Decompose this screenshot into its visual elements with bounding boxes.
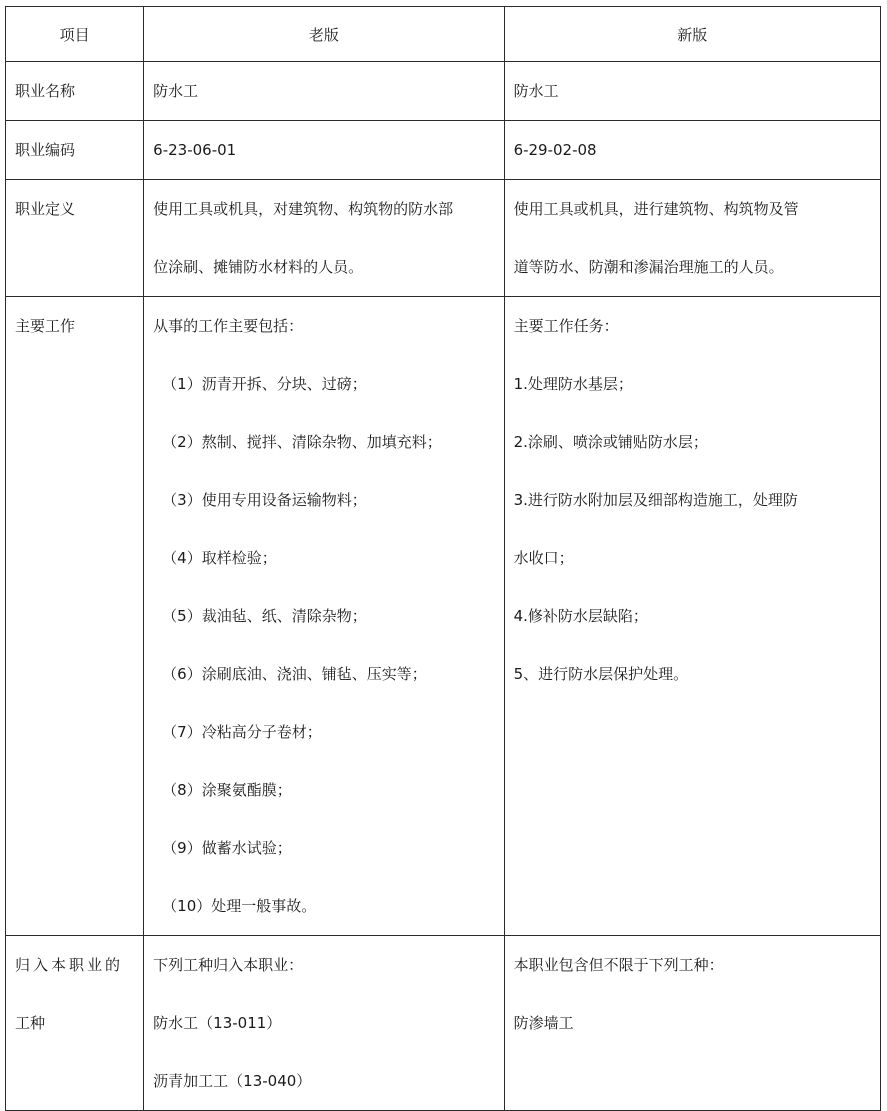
old-value: 防水工 (153, 82, 199, 100)
new-list-item: 水收口； (513, 549, 574, 567)
table-row-occupation-definition (6, 180, 881, 297)
old-line: 使用工具或机具，对建筑物、构筑物的防水部 (153, 200, 454, 218)
comparison-table (5, 6, 881, 1111)
cell-item (6, 121, 144, 180)
old-list-item: （2）熬制、搅拌、清除杂物、加填充料； (162, 433, 442, 451)
old-list-item: （5）裁油毡、纸、清除杂物； (162, 607, 367, 625)
table-row-occupation-name (6, 62, 881, 121)
new-list-item: 5、进行防水层保护处理。 (513, 665, 689, 683)
header-new-version: 新版 (504, 7, 880, 62)
new-line: 使用工具或机具，进行建筑物、构筑物及管 (513, 200, 799, 218)
item-label: 工种 (15, 1014, 46, 1032)
header-item: 项目 (6, 7, 144, 62)
old-list-item: （1）沥青开拆、分块、过磅； (162, 375, 367, 393)
new-value: 6-29-02-08 (513, 141, 597, 159)
cell-new (504, 62, 880, 121)
new-list-item: 防渗墙工 (513, 1014, 574, 1032)
item-label: 职业编码 (15, 141, 76, 159)
cell-item (6, 62, 144, 121)
new-list-item: 3.进行防水附加层及细部构造施工，处理防 (513, 491, 798, 509)
new-list-item: 1.处理防水基层； (513, 375, 633, 393)
old-list-item: （9）做蓄水试验； (162, 839, 292, 857)
cell-old (144, 180, 504, 297)
header-row (6, 7, 881, 62)
old-list-item: 沥青加工工（13-040） (153, 1072, 312, 1090)
cell-old (144, 62, 504, 121)
new-list-item: 2.涂刷、喷涂或铺贴防水层； (513, 433, 708, 451)
item-label: 主要工作 (15, 317, 76, 335)
old-intro: 下列工种归入本职业： (153, 956, 304, 974)
item-label: 职业定义 (15, 200, 76, 218)
old-line: 位涂刷、摊铺防水材料的人员。 (153, 258, 364, 276)
new-value: 防水工 (513, 82, 559, 100)
cell-item (6, 936, 144, 1111)
cell-new (504, 297, 880, 936)
cell-item (6, 180, 144, 297)
new-intro: 主要工作任务： (513, 317, 619, 335)
old-list-item: （8）涂聚氨酯膜； (162, 781, 292, 799)
old-list-item: 防水工（13-011） (153, 1014, 282, 1032)
table-row-trades-included (6, 936, 881, 1111)
old-value: 6-23-06-01 (153, 141, 237, 159)
header-old-version: 老版 (144, 7, 504, 62)
cell-new (504, 121, 880, 180)
cell-old (144, 121, 504, 180)
item-label: 归入本职业的 (15, 956, 124, 974)
cell-old (144, 936, 504, 1111)
old-list-item: （6）涂刷底油、浇油、铺毡、压实等； (162, 665, 427, 683)
table-row-main-work (6, 297, 881, 936)
old-list-item: （3）使用专用设备运输物料； (162, 491, 367, 509)
new-line: 道等防水、防潮和渗漏治理施工的人员。 (513, 258, 784, 276)
old-intro: 从事的工作主要包括： (153, 317, 304, 335)
new-intro: 本职业包含但不限于下列工种： (513, 956, 724, 974)
old-list-item: （10）处理一般事故。 (162, 897, 317, 915)
table-row-occupation-code (6, 121, 881, 180)
cell-new (504, 936, 880, 1111)
item-label: 职业名称 (15, 82, 76, 100)
new-list-item: 4.修补防水层缺陷； (513, 607, 648, 625)
cell-old (144, 297, 504, 936)
cell-new (504, 180, 880, 297)
old-list-item: （4）取样检验； (162, 549, 277, 567)
cell-item (6, 297, 144, 936)
old-list-item: （7）冷粘高分子卷材； (162, 723, 322, 741)
